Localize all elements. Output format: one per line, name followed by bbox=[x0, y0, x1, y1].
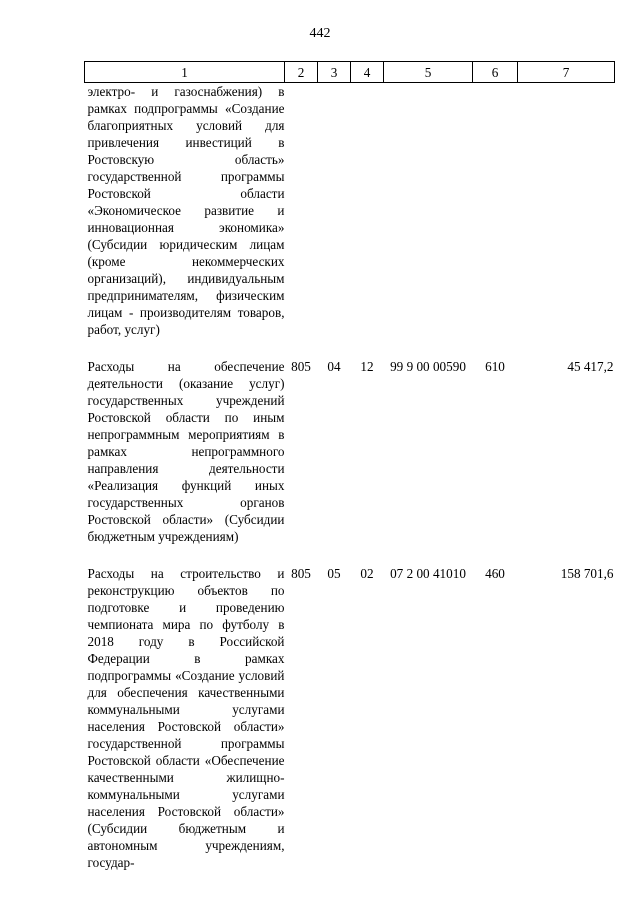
row-col-3: 05 bbox=[327, 566, 341, 581]
row-description: Расходы на обеспечение деятельности (оказание услуг) государственных учреждений Ростовской области по иным непрограммным мероприятиям в рамках непрограммного направления деятельности «Реализация функций иных государственных органов Ростовской области» (Субсидии бюджетным учреждениям) bbox=[87, 359, 285, 544]
row-col-2: 805 bbox=[291, 359, 311, 374]
row-col-6: 610 bbox=[485, 359, 505, 374]
row-col-4: 02 bbox=[360, 566, 374, 581]
row-col-7: 45 417,2 bbox=[567, 359, 614, 374]
row-col-4: 12 bbox=[360, 359, 374, 374]
row-col-2: 805 bbox=[291, 566, 311, 581]
budget-table bbox=[84, 61, 615, 891]
column-header-6: 6 bbox=[473, 62, 518, 83]
column-header-2: 2 bbox=[285, 62, 318, 83]
table-row bbox=[85, 358, 615, 565]
column-header-1: 1 bbox=[85, 62, 285, 83]
table-row bbox=[85, 83, 615, 359]
row-col-6 bbox=[473, 83, 518, 359]
column-header-4: 4 bbox=[351, 62, 384, 83]
row-col-5 bbox=[384, 83, 473, 359]
table-row bbox=[85, 565, 615, 891]
row-description: электро- и газоснабжения) в рамках подпрограммы «Создание благоприятных условий для привлечения инвестиций в Ростовскую область» государственной программы Ростовской области «Экономическое развитие и инновационная экономика» (Субсидии юридическим лицам (кроме некоммерческих организаций), индивидуальным предпринимателям, физическим лицам - производителям товаров, работ, услуг) bbox=[87, 84, 285, 337]
row-col-5: 99 9 00 00590 bbox=[390, 359, 466, 374]
row-col-4 bbox=[351, 83, 384, 359]
row-description: Расходы на строительство и реконструкцию объектов по подготовке и проведению чемпионата мира по футболу в 2018 году в Российской Федерации в рамках подпрограммы «Создание условий для обеспечения качественными коммунальными услугами населения Ростовской области» государственной программы Ростовской области «Обеспечение качественными жилищно-коммунальными услугами населения Ростовской области» (Субсидии бюджетным и автономным учреждениям, государ- bbox=[87, 566, 285, 870]
table-header-row bbox=[85, 62, 615, 83]
row-col-7 bbox=[518, 83, 615, 359]
column-header-5: 5 bbox=[384, 62, 473, 83]
row-col-2 bbox=[285, 83, 318, 359]
column-header-7: 7 bbox=[518, 62, 615, 83]
page-number: 442 bbox=[309, 26, 331, 41]
row-col-7: 158 701,6 bbox=[560, 566, 614, 581]
row-col-3: 04 bbox=[327, 359, 341, 374]
row-col-3 bbox=[318, 83, 351, 359]
row-col-5: 07 2 00 41010 bbox=[390, 566, 466, 581]
column-header-3: 3 bbox=[318, 62, 351, 83]
row-col-6: 460 bbox=[485, 566, 505, 581]
